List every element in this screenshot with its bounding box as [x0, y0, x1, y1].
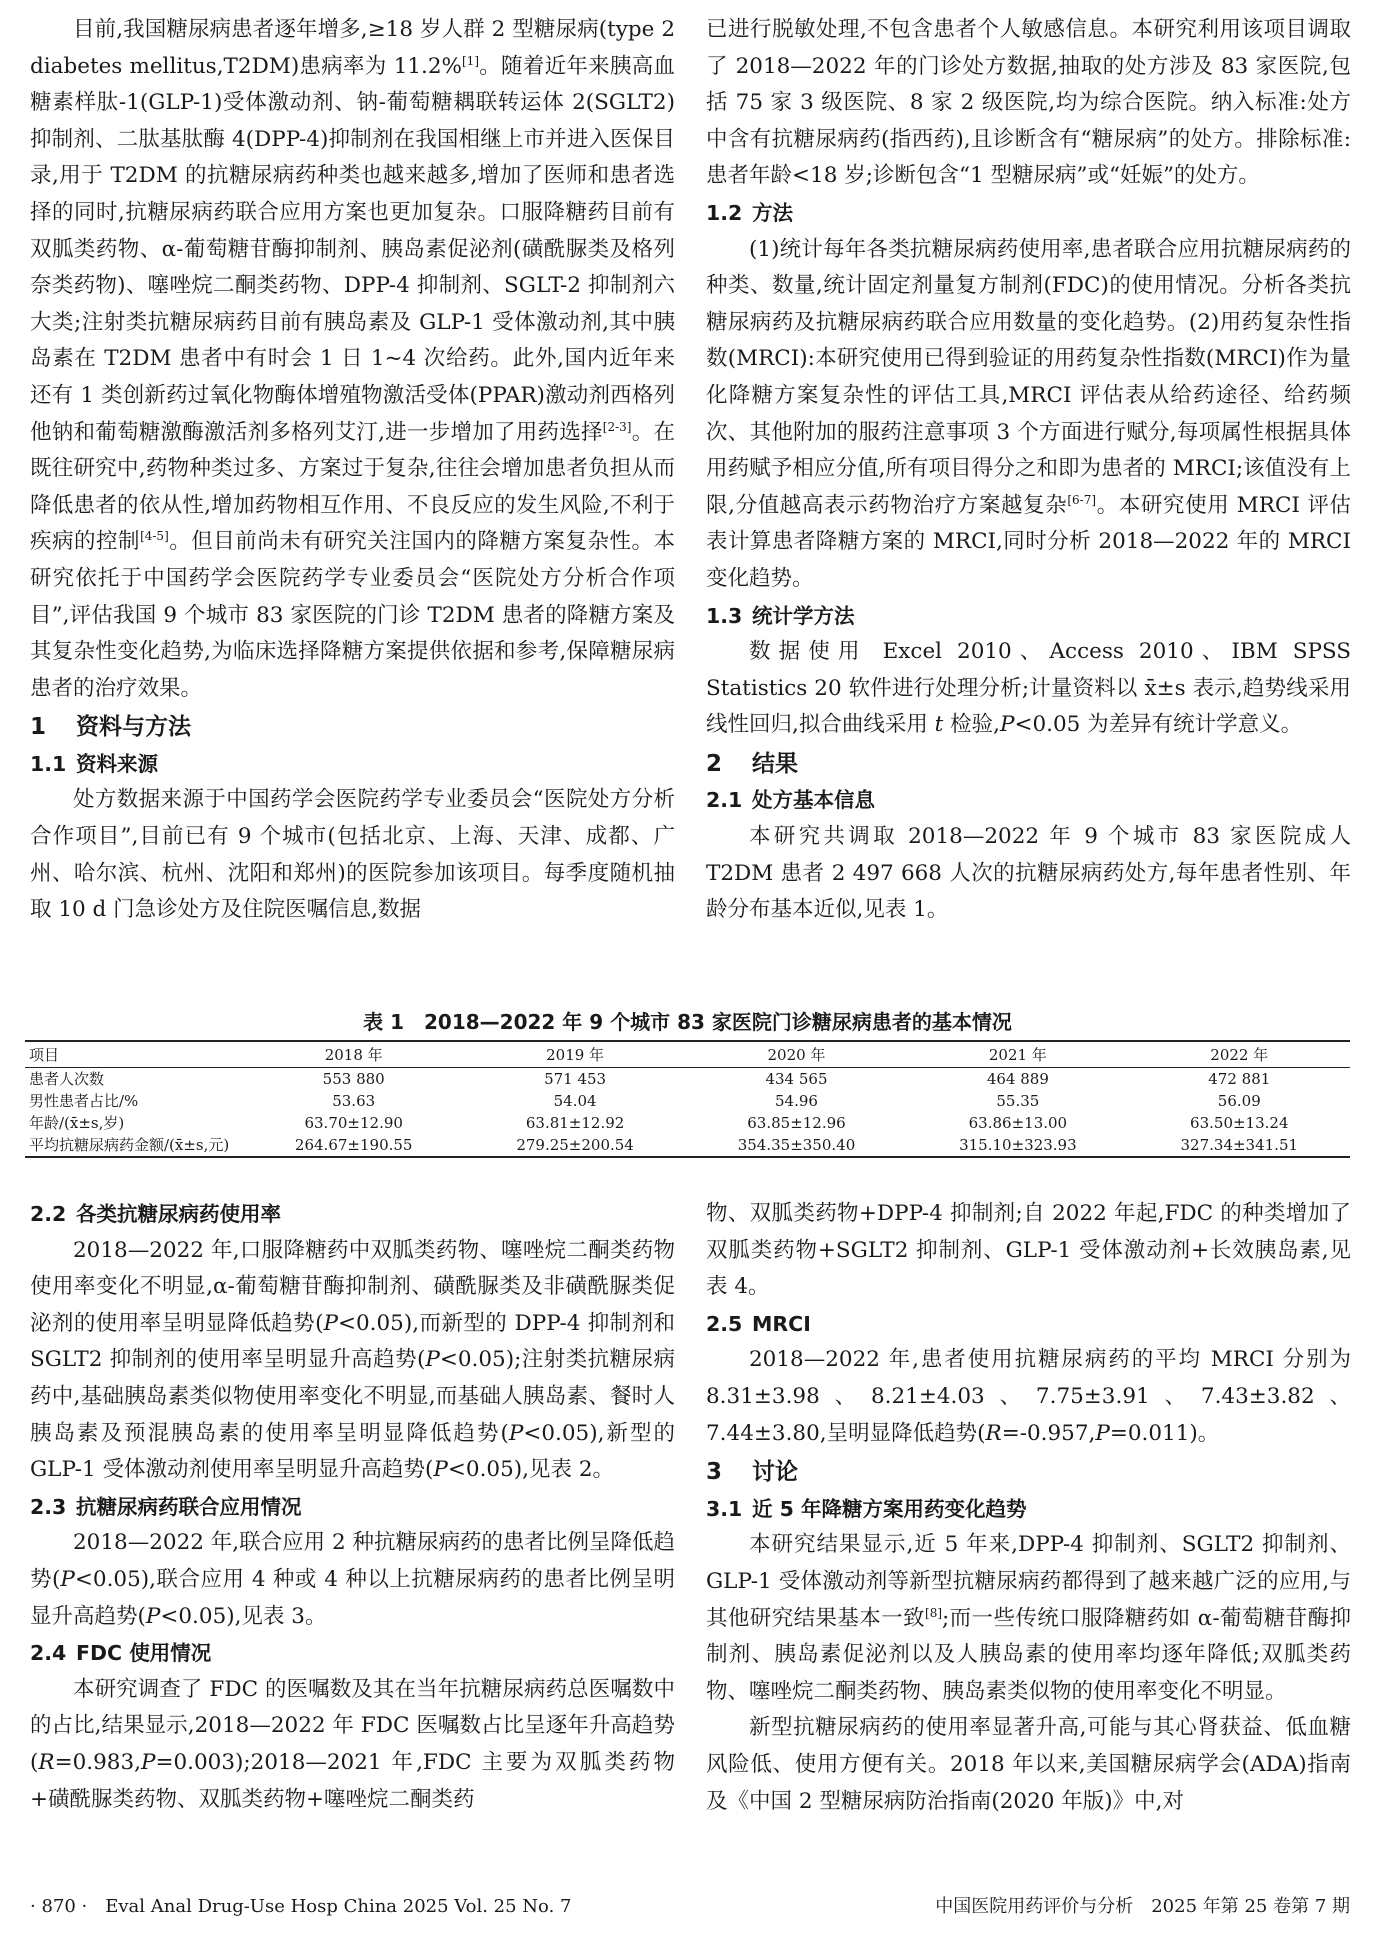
table-cell: 434 565: [765, 1070, 828, 1088]
left-column-top: [30, 12, 675, 929]
table-cell: 63.70±12.90: [304, 1114, 403, 1132]
data-source-paragraph: 处方数据来源于中国药学会医院药学专业委员会“医院处方分析合作项目”,目前已有 9 个城市(包括北京、上海、天津、成都、广州、哈尔滨、杭州、沈阳和郑州)的医院参加该项目。每季度随机抽取 10 d 门急诊处方及住院医嘱信息,数据: [30, 787, 675, 923]
table-header: 2022 年: [1129, 1041, 1350, 1068]
table-cell: 63.86±13.00: [968, 1114, 1068, 1132]
subsection-heading-1-1: 1.1 资料来源: [30, 751, 158, 776]
table-cell: 327.34±341.51: [1129, 1134, 1350, 1157]
intro-paragraph: 目前,我国糖尿病患者逐年增多,≥18 岁人群 2 型糖尿病(type 2 diabetes mellitus,T2DM)患病率为 11.2%[1]。随着近年来胰高血糖素样肽-1(GLP-1)受体激动剂、钠-葡萄糖耦联转运体 2(SGLT2)抑制剂、二肽基肽酶 4(DPP-4)抑制剂在我国相继上市并进入医保目录,用于 T2DM 的抗糖尿病药种类也越来越多,增加了医师和患者选择的同时,抗糖尿病药联合应用方案也更加复杂。口服降糖药目前有双胍类药物、α-葡萄糖苷酶抑制剂、胰岛素促泌剂(磺酰脲类及格列奈类药物)、噻唑烷二酮类药物、DPP-4 抑制剂、SGLT-2 抑制剂六大类;注射类抗糖尿病药目前有胰岛素及 GLP-1 受体激动剂,其中胰岛素在 T2DM 患者中有时会 1 日 1~4 次给药。此外,国内近年来还有 1 类创新药过氧化物酶体增殖物激活受体(PPAR)激动剂西格列他钠和葡萄糖激酶激活剂多格列艾汀,进一步增加了用药选择[2-3]。在既往研究中,药物种类过多、方案过于复杂,往往会增加患者负担从而降低患者的依从性,增加药物相互作用、不良反应的发生风险,不利于疾病的控制[4-5]。但目前尚未有研究关注国内的降糖方案复杂性。本研究依托于中国药学会医院药学专业委员会“医院处方分析合作项目”,评估我国 9 个城市 83 家医院的门诊 T2DM 患者的降糖方案及其复杂性变化趋势,为临床选择降糖方案提供依据和参考,保障糖尿病患者的治疗效果。: [30, 17, 675, 701]
table-cell: 53.63: [332, 1092, 376, 1110]
table-header: 2021 年: [907, 1041, 1128, 1068]
table-row: [25, 1134, 1350, 1157]
basic-info-paragraph: 本研究共调取 2018—2022 年 9 个城市 83 家医院成人 T2DM 患者 2 497 668 人次的抗糖尿病药处方,每年患者性别、年龄分布基本近似,见表 1。: [706, 824, 1351, 923]
mrci-paragraph: 2018—2022 年,患者使用抗糖尿病药的平均 MRCI 分别为 8.31±3.98、8.21±4.03、7.75±3.91、7.43±3.82、7.44±3.80,呈明显降低趋势(R=-0.957,P=0.011)。: [706, 1347, 1351, 1446]
table-row: [25, 1068, 1350, 1091]
table-header: 项目: [25, 1041, 243, 1068]
table-row: [25, 1090, 1350, 1112]
table-cell: 264.67±190.55: [243, 1134, 464, 1157]
fdc-paragraph-continued: 物、双胍类药物+DPP-4 抑制剂;自 2022 年起,FDC 的种类增加了双胍类药物+SGLT2 抑制剂、GLP-1 受体激动剂+长效胰岛素,见表 4。: [706, 1201, 1351, 1300]
table-cell: 年龄/(x̄±s,岁): [29, 1114, 125, 1132]
basic-info-table: [25, 1040, 1350, 1158]
citation: [1]: [462, 53, 479, 68]
fdc-paragraph: 本研究调查了 FDC 的医嘱数及其在当年抗糖尿病药总医嘱数中的占比,结果显示,2018—2022 年 FDC 医嘱数占比呈逐年升高趋势(R=0.983,P=0.003);2018—2021 年,FDC 主要为双胍类药物+磺酰脲类药物、双胍类药物+噻唑烷二酮类药: [30, 1676, 675, 1812]
table-cell: 55.35: [996, 1092, 1040, 1110]
methods-paragraph: (1)统计每年各类抗糖尿病药使用率,患者联合应用抗糖尿病药的种类、数量,统计固定剂量复方制剂(FDC)的使用情况。分析各类抗糖尿病药及抗糖尿病药联合应用数量的变化趋势。(2)用药复杂性指数(MRCI):本研究使用已得到验证的用药复杂性指数(MRCI)作为量化降糖方案复杂性的评估工具,MRCI 评估表从给药途径、给药频次、其他附加的服药注意事项 3 个方面进行赋分,每项属性根据具体用药赋予相应分值,所有项目得分之和即为患者的 MRCI;该值没有上限,分值越高表示药物治疗方案越复杂[6-7]。本研究使用 MRCI 评估表计算患者降糖方案的 MRCI,同时分析 2018—2022 年的 MRCI 变化趋势。: [706, 236, 1351, 591]
table-cell: 571 453: [544, 1070, 607, 1088]
table-cell: 56.09: [1217, 1092, 1261, 1110]
table-header: 2019 年: [464, 1041, 685, 1068]
section-heading-3: 3 讨论: [706, 1459, 798, 1486]
table-cell: 54.04: [553, 1092, 597, 1110]
subsection-heading-2-3: 2.3 抗糖尿病药联合应用情况: [30, 1494, 302, 1519]
table-cell: 315.10±323.93: [907, 1134, 1128, 1157]
section-heading-2: 2 结果: [706, 750, 798, 777]
table-row: [25, 1112, 1350, 1134]
table-cell: 63.50±13.24: [1190, 1114, 1289, 1132]
data-source-continued: 已进行脱敏处理,不包含患者个人敏感信息。本研究利用该项目调取了 2018—2022 年的门诊处方数据,抽取的处方涉及 83 家医院,包括 75 家 3 级医院、8 家 2 级医院,均为综合医院。纳入标准:处方中含有抗糖尿病药(指西药),且诊断含有“糖尿病”的处方。排除标准:患者年龄<18 岁;诊断包含“1 型糖尿病”或“妊娠”的处方。: [706, 17, 1351, 189]
subsection-heading-2-1: 2.1 处方基本信息: [706, 788, 875, 813]
discussion-paragraph-2: 新型抗糖尿病药的使用率显著升高,可能与其心肾获益、低血糖风险低、使用方便有关。2018 年以来,美国糖尿病学会(ADA)指南及《中国 2 型糖尿病防治指南(2020 年版)》中,对: [706, 1715, 1351, 1814]
subsection-heading-1-3: 1.3 统计学方法: [706, 603, 855, 628]
footer-journal-english: · 870 · Eval Anal Drug-Use Hosp China 2025 Vol. 25 No. 7: [30, 1896, 572, 1917]
table-cell: 472 881: [1208, 1070, 1271, 1088]
left-column-bottom: [30, 1196, 675, 1818]
footer-journal-chinese: 中国医院用药评价与分析 2025 年第 25 卷第 7 期: [935, 1896, 1350, 1917]
table-cell: 354.35±350.40: [686, 1134, 907, 1157]
table-caption: 表 1 2018—2022 年 9 个城市 83 家医院门诊糖尿病患者的基本情况: [363, 1010, 1012, 1034]
table-cell: 男性患者占比/%: [29, 1092, 139, 1110]
table-header-row: [25, 1041, 1350, 1068]
usage-rate-paragraph: 2018—2022 年,口服降糖药中双胍类药物、噻唑烷二酮类药物使用率变化不明显,α-葡萄糖苷酶抑制剂、磺酰脲类及非磺酰脲类促泌剂的使用率呈明显降低趋势(P<0.05),而新型的 DPP-4 抑制剂和 SGLT2 抑制剂的使用率呈明显升高趋势(P<0.05);注射类抗糖尿病药中,基础胰岛素类似物使用率变化不明显,而基础人胰岛素、餐时人胰岛素及预混胰岛素的使用率呈明显降低趋势(P<0.05),新型的 GLP-1 受体激动剂使用率呈明显升高趋势(P<0.05),见表 2。: [30, 1237, 676, 1483]
table-header: 2018 年: [243, 1041, 464, 1068]
table-cell: 54.96: [775, 1092, 818, 1110]
combination-paragraph: 2018—2022 年,联合应用 2 种抗糖尿病药的患者比例呈降低趋势(P<0.05),联合应用 4 种或 4 种以上抗糖尿病药的患者比例呈明显升高趋势(P<0.05),见表 3。: [30, 1530, 675, 1629]
subsection-heading-2-5: 2.5 MRCI: [706, 1311, 811, 1336]
table-header: 2020 年: [686, 1041, 907, 1068]
citation: [2-3]: [602, 419, 632, 434]
table-1: [25, 1008, 1350, 1158]
table-cell: 553 880: [322, 1070, 385, 1088]
table-cell: 464 889: [986, 1070, 1049, 1088]
section-heading-1: 1 资料与方法: [30, 714, 191, 741]
citation: [4-5]: [140, 529, 169, 544]
table-cell: 患者人次数: [29, 1070, 105, 1088]
citation: [8]: [925, 1605, 943, 1620]
right-column-bottom: [706, 1196, 1351, 1820]
right-column-top: [706, 12, 1351, 929]
table-cell: 平均抗糖尿病药金额/(x̄±s,元): [25, 1134, 243, 1157]
subsection-heading-1-2: 1.2 方法: [706, 200, 793, 225]
subsection-heading-2-2: 2.2 各类抗糖尿病药使用率: [30, 1202, 281, 1226]
table-cell: 63.85±12.96: [747, 1114, 846, 1132]
table-cell: 279.25±200.54: [464, 1134, 685, 1157]
statistics-paragraph: 数据使用 Excel 2010、Access 2010、IBM SPSS Statistics 20 软件进行处理分析;计量资料以 x̄±s 表示,趋势线采用线性回归,拟合曲线采用 t 检验,P<0.05 为差异有统计学意义。: [706, 639, 1351, 738]
table-cell: 63.81±12.92: [525, 1114, 625, 1132]
subsection-heading-3-1: 3.1 近 5 年降糖方案用药变化趋势: [706, 1496, 1027, 1521]
discussion-paragraph-1: 本研究结果显示,近 5 年来,DPP-4 抑制剂、SGLT2 抑制剂、GLP-1 受体激动剂等新型抗糖尿病药都得到了越来越广泛的应用,与其他研究结果基本一致[8];而一些传统口服降糖药如 α-葡萄糖苷酶抑制剂、胰岛素促泌剂以及人胰岛素的使用率均逐年降低;双胍类药物、噻唑烷二酮类药物、胰岛素类似物的使用率变化不明显。: [706, 1532, 1351, 1704]
citation: [6-7]: [1067, 492, 1097, 507]
subsection-heading-2-4: 2.4 FDC 使用情况: [30, 1641, 212, 1666]
